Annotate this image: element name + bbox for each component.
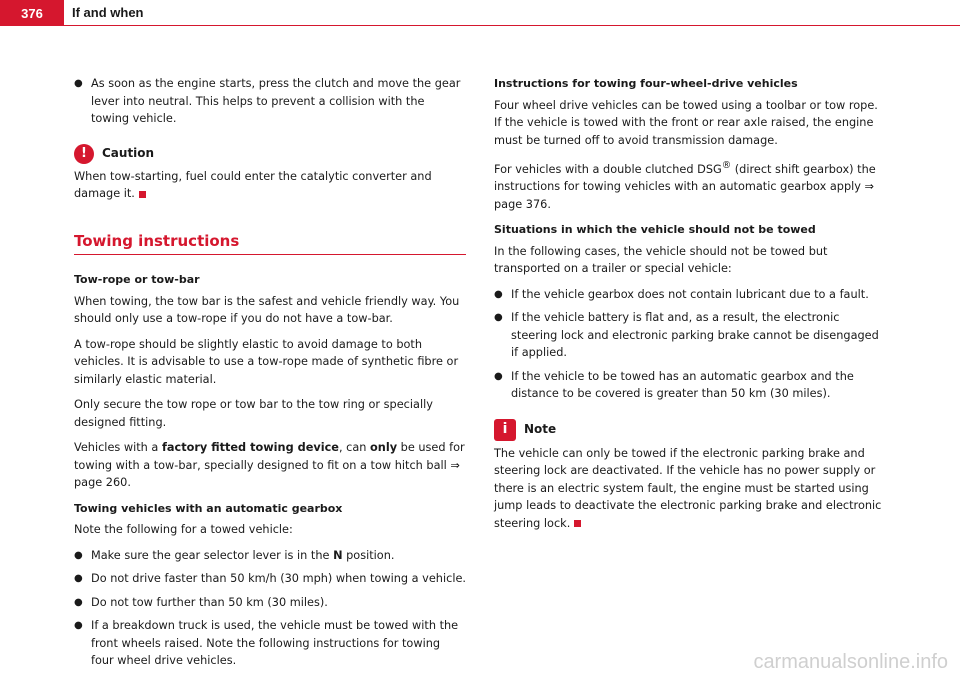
bullet-item: ● Do not drive faster than 50 km/h (30 mph) when towing a vehicle. bbox=[74, 570, 466, 588]
bullet-item: ● If the vehicle gearbox does not contain lubricant due to a fault. bbox=[494, 286, 886, 304]
caution-icon: ! bbox=[74, 144, 94, 164]
paragraph: A tow-rope should be slightly elastic to avoid damage to both vehicles. It is advisable to use a tow-rope made of synthetic fibre or similarly elastic material. bbox=[74, 337, 459, 386]
paragraph-factory-towing: Vehicles with a factory fitted towing device, can only be used for towing with a tow-bar, specially designed to fit on a tow hitch ball ⇒ page 260. bbox=[74, 441, 465, 489]
page-number: 376 bbox=[0, 0, 64, 26]
end-of-section-marker-icon bbox=[574, 520, 581, 527]
end-of-section-marker-icon bbox=[139, 191, 146, 198]
bullet-text: As soon as the engine starts, press the clutch and move the gear lever into neutral. This helps to prevent a collision with the towing vehicle. bbox=[91, 77, 461, 125]
paragraph-dsg: For vehicles with a double clutched DSG® (direct shift gearbox) the instructions for towing vehicles with an automatic gearbox apply ⇒ page 376. bbox=[494, 160, 876, 211]
caution-heading: Caution bbox=[102, 145, 155, 160]
note-icon: i bbox=[494, 419, 516, 441]
right-column bbox=[494, 75, 886, 540]
bullet-item: ● If the vehicle to be towed has an automatic gearbox and the distance to be covered is greater than 50 km (30 miles). bbox=[494, 368, 886, 403]
bullet-item bbox=[74, 75, 466, 128]
subheading-fwd: Instructions for towing four-wheel-drive vehicles bbox=[494, 77, 798, 90]
page-reference-link[interactable]: (direct shift gearbox) the instructions for towing vehicles with an automatic gearbox apply ⇒ page 376. bbox=[494, 162, 876, 211]
subheading-automatic: Towing vehicles with an automatic gearbox bbox=[74, 501, 343, 515]
paragraph: Four wheel drive vehicles can be towed using a toolbar or tow rope. If the vehicle is towed with the front or rear axle raised, the engine must be turned off to avoid transmission damage. bbox=[494, 98, 878, 147]
note-heading-row bbox=[494, 419, 886, 441]
section-title: Towing instructions bbox=[74, 233, 466, 256]
bullet-item: ● Make sure the gear selector lever is in the N position. bbox=[74, 547, 466, 565]
paragraph: In the following cases, the vehicle should not be towed but transported on a trailer or special vehicle: bbox=[494, 244, 828, 276]
caution-text-block bbox=[74, 168, 466, 203]
left-column bbox=[74, 75, 466, 676]
paragraph: Note the following for a towed vehicle: bbox=[74, 523, 293, 536]
note-text: The vehicle can only be towed if the electronic parking brake and steering lock are deactivated. If the vehicle has no power supply or there is an electric system fault, the engine must be started using jump leads to deactivate the electronic parking brake and electronic steering lock. bbox=[494, 446, 882, 530]
subheading-not-towed: Situations in which the vehicle should not be towed bbox=[494, 223, 816, 237]
caution-text: When tow-starting, fuel could enter the catalytic converter and damage it. bbox=[74, 169, 432, 200]
caution-heading-row bbox=[74, 144, 466, 164]
note-text-block bbox=[494, 445, 886, 533]
bullet-item: ● If a breakdown truck is used, the vehicle must be towed with the front wheels raised. Note the following instructions for towing four wheel drive vehicles. bbox=[74, 617, 466, 670]
paragraph: When towing, the tow bar is the safest and vehicle friendly way. You should only use a tow-rope if you do not have a tow-bar. bbox=[74, 294, 460, 325]
note-heading: Note bbox=[524, 422, 557, 437]
paragraph: Only secure the tow rope or tow bar to the tow ring or specially designed fitting. bbox=[74, 398, 433, 429]
page-header bbox=[0, 0, 960, 26]
watermark: carmanualsonline.info bbox=[753, 651, 948, 673]
header-rule bbox=[64, 25, 960, 26]
bullet-item: ● If the vehicle battery is flat and, as a result, the electronic steering lock and electronic parking brake cannot be disengaged if applied. bbox=[494, 309, 886, 362]
bullet-item: ● Do not tow further than 50 km (30 miles). bbox=[74, 594, 466, 612]
page-reference-link[interactable]: be used for towing with a tow-bar, specially designed to fit on a tow hitch ball ⇒ page 260. bbox=[74, 441, 465, 489]
subheading-towrope: Tow-rope or tow-bar bbox=[74, 273, 200, 286]
page-title: If and when bbox=[72, 5, 144, 20]
